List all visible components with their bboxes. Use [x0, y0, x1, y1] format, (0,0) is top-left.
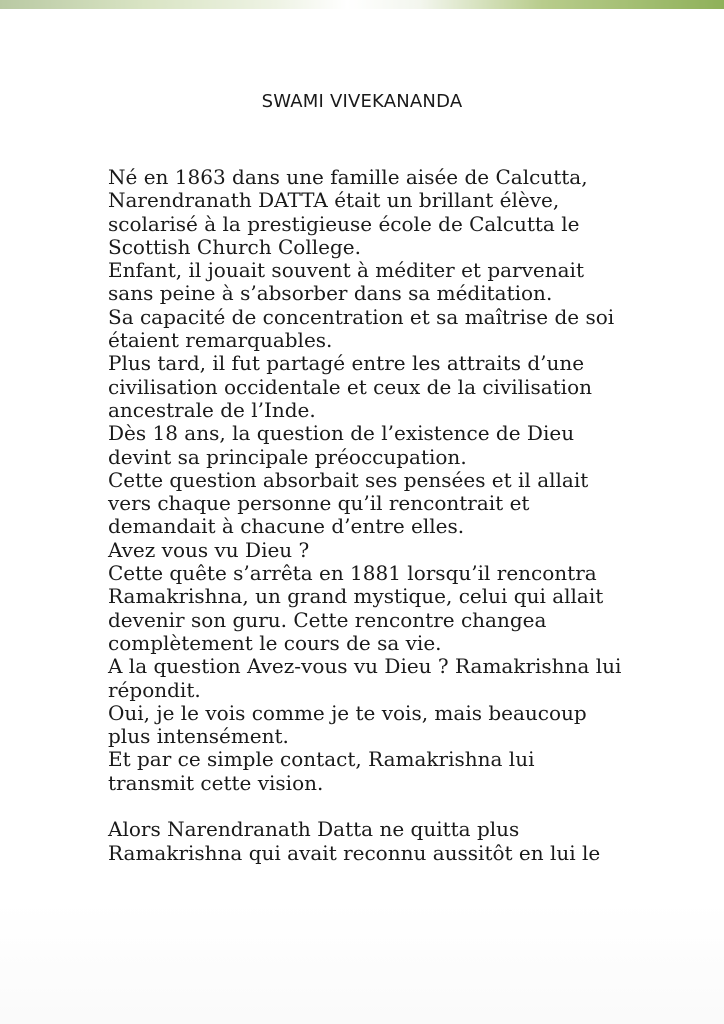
page-top-edge [0, 0, 724, 9]
text-line: civilisation occidentale et ceux de la civilisation [108, 374, 592, 399]
text-line: ancestrale de l’Inde. [108, 397, 316, 422]
text-line: Et par ce simple contact, Ramakrishna lui [108, 747, 535, 772]
text-line: Dès 18 ans, la question de l’existence de Dieu [108, 421, 575, 446]
text-line: demandait à chacune d’entre elles. [108, 514, 465, 539]
text-line: Oui, je le vois comme je te vois, mais beaucoup [108, 700, 587, 725]
text-line: Cette question absorbait ses pensées et il allait [108, 467, 589, 492]
text-line: étaient remarquables. [108, 328, 333, 353]
text-line: Plus tard, il fut partagé entre les attraits d’une [108, 351, 585, 376]
text-line: Ramakrishna qui avait reconnu aussitôt en lui le [108, 840, 601, 865]
text-line: Scottish Church College. [108, 234, 361, 259]
text-line: plus intensément. [108, 724, 289, 749]
document-page [0, 9, 724, 1024]
text-line: transmit cette vision. [108, 770, 324, 795]
text-line: Alors Narendranath Datta ne quitta plus [108, 817, 520, 842]
text-line: Sa capacité de concentration et sa maîtrise de soi [108, 304, 615, 329]
text-line: Né en 1863 dans une famille aisée de Calcutta, [108, 165, 588, 189]
text-line: devint sa principale préoccupation. [108, 444, 467, 469]
text-line: Cette quête s’arrêta en 1881 lorsqu’il rencontra [108, 561, 597, 586]
text-line: Ramakrishna, un grand mystique, celui qui allait [108, 584, 604, 609]
text-line: Narendranath DATTA était un brillant élève, [108, 188, 560, 213]
text-line: devenir son guru. Cette rencontre changea [108, 607, 547, 632]
text-line: complètement le cours de sa vie. [108, 630, 442, 655]
text-line: Enfant, il jouait souvent à méditer et parvenait [108, 258, 584, 283]
text-line: A la question Avez-vous vu Dieu ? Ramakrishna lui [108, 654, 622, 679]
text-line: sans peine à s’absorber dans sa méditation. [108, 281, 553, 306]
body-text [108, 166, 668, 865]
page-title: SWAMI VIVEKANANDA [261, 91, 463, 112]
text-line: Avez vous vu Dieu ? [108, 537, 310, 562]
text-line: scolarisé à la prestigieuse école de Calcutta le [108, 211, 580, 236]
blank-line [108, 795, 668, 818]
text-line: répondit. [108, 677, 201, 702]
text-line: vers chaque personne qu’il rencontrait et [108, 491, 530, 516]
